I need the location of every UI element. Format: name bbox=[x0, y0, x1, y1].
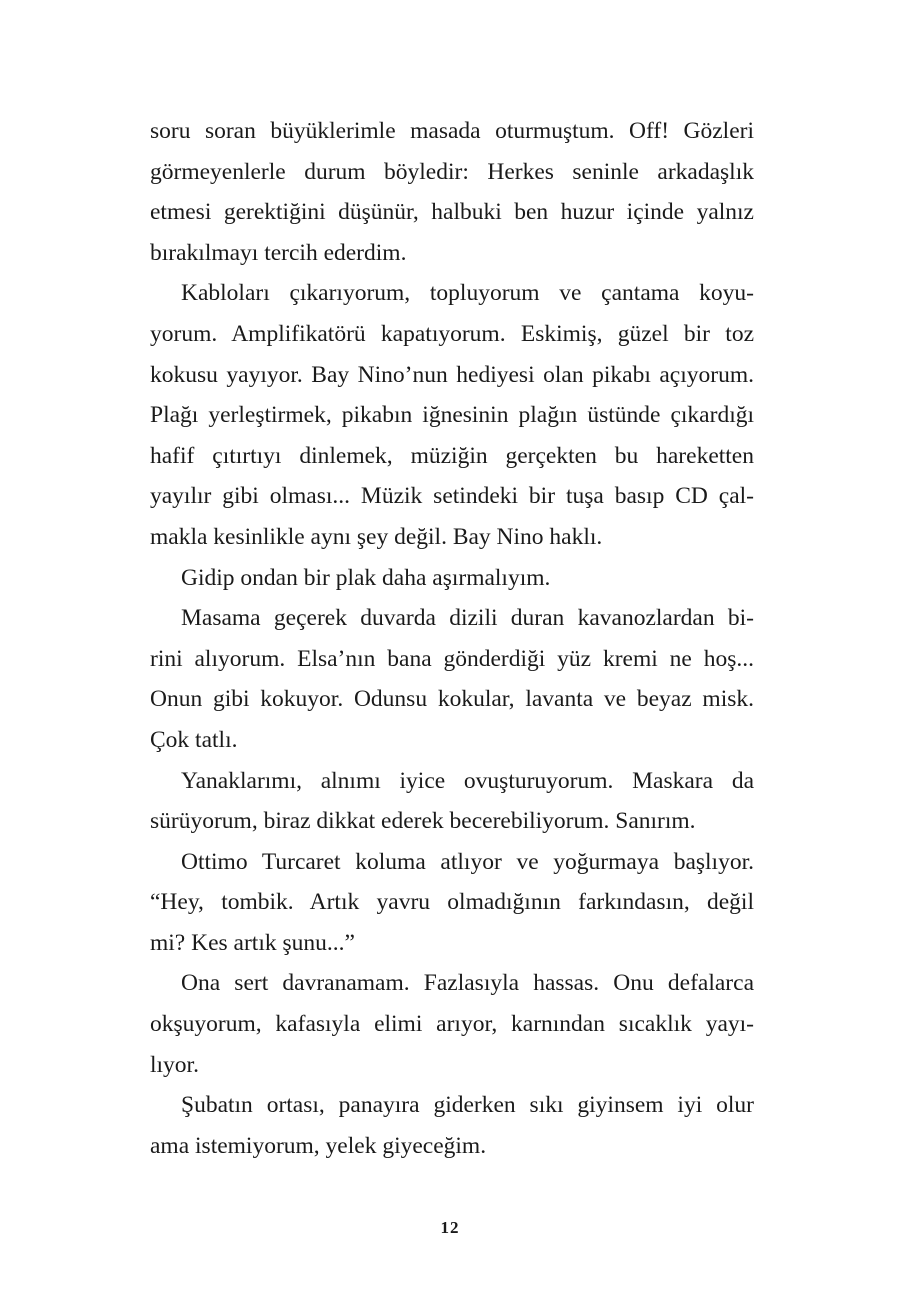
text-line: bırakılmayı tercih ederdim. bbox=[150, 239, 407, 266]
text-line: görmeyenlerle durum böyledir: Herkes seninle arkadaşlık bbox=[150, 158, 754, 185]
text-line: Plağı yerleştirmek, pikabın iğnesinin plağın üstünde çıkardığı bbox=[150, 402, 754, 429]
text-line: yorum. Amplifikatörü kapatıyorum. Eskimiş, güzel bir toz bbox=[150, 320, 754, 347]
text-line: okşuyorum, kafasıyla elimi arıyor, karnından sıcaklık yayı- bbox=[150, 1011, 754, 1038]
text-line: soru soran büyüklerimle masada oturmuştum. Off! Gözleri bbox=[150, 118, 754, 144]
text-line: Onun gibi kokuyor. Odunsu kokular, lavanta ve beyaz misk. bbox=[150, 686, 754, 713]
text-line: hafif çıtırtıyı dinlemek, müziğin gerçekten bu hareketten bbox=[150, 442, 754, 469]
text-line: Şubatın ortası, panayıra giderken sıkı giyinsem iyi olur bbox=[181, 1092, 754, 1119]
text-line: “Hey, tombik. Artık yavru olmadığının farkındasın, değil bbox=[150, 889, 754, 916]
text-line: Masama geçerek duvarda dizili duran kavanozlardan bi- bbox=[181, 605, 754, 632]
text-line: Çok tatlı. bbox=[150, 726, 238, 753]
page-number: 12 bbox=[440, 1218, 460, 1237]
text-line: Gidip ondan bir plak daha aşırmalıyım. bbox=[181, 564, 551, 591]
text-line: lıyor. bbox=[150, 1051, 199, 1078]
text-line: yayılır gibi olması... Müzik setindeki bir tuşa basıp CD çal- bbox=[150, 483, 754, 510]
text-line: Yanaklarımı, alnımı iyice ovuşturuyorum. Maskara da bbox=[181, 767, 754, 794]
text-line: sürüyorum, biraz dikkat ederek becerebiliyorum. Sanırım. bbox=[150, 808, 696, 835]
text-line: etmesi gerektiğini düşünür, halbuki ben huzur içinde yalnız bbox=[150, 199, 754, 226]
text-line: ama istemiyorum, yelek giyeceğim. bbox=[150, 1132, 487, 1159]
text-line: rini alıyorum. Elsa’nın bana gönderdiği yüz kremi ne hoş... bbox=[150, 645, 754, 672]
text-line: mi? Kes artık şunu...” bbox=[150, 929, 355, 956]
body-text bbox=[150, 111, 754, 1166]
text-line: Ottimo Turcaret koluma atlıyor ve yoğurmaya başlıyor. bbox=[181, 848, 754, 875]
text-line: makla kesinlikle aynı şey değil. Bay Nino haklı. bbox=[150, 523, 603, 550]
text-line: Kabloları çıkarıyorum, topluyorum ve çantama koyu- bbox=[181, 280, 754, 307]
text-line: kokusu yayıyor. Bay Nino’nun hediyesi olan pikabı açıyorum. bbox=[150, 361, 754, 388]
text-line: Ona sert davranamam. Fazlasıyla hassas. Onu defalarca bbox=[181, 970, 754, 997]
